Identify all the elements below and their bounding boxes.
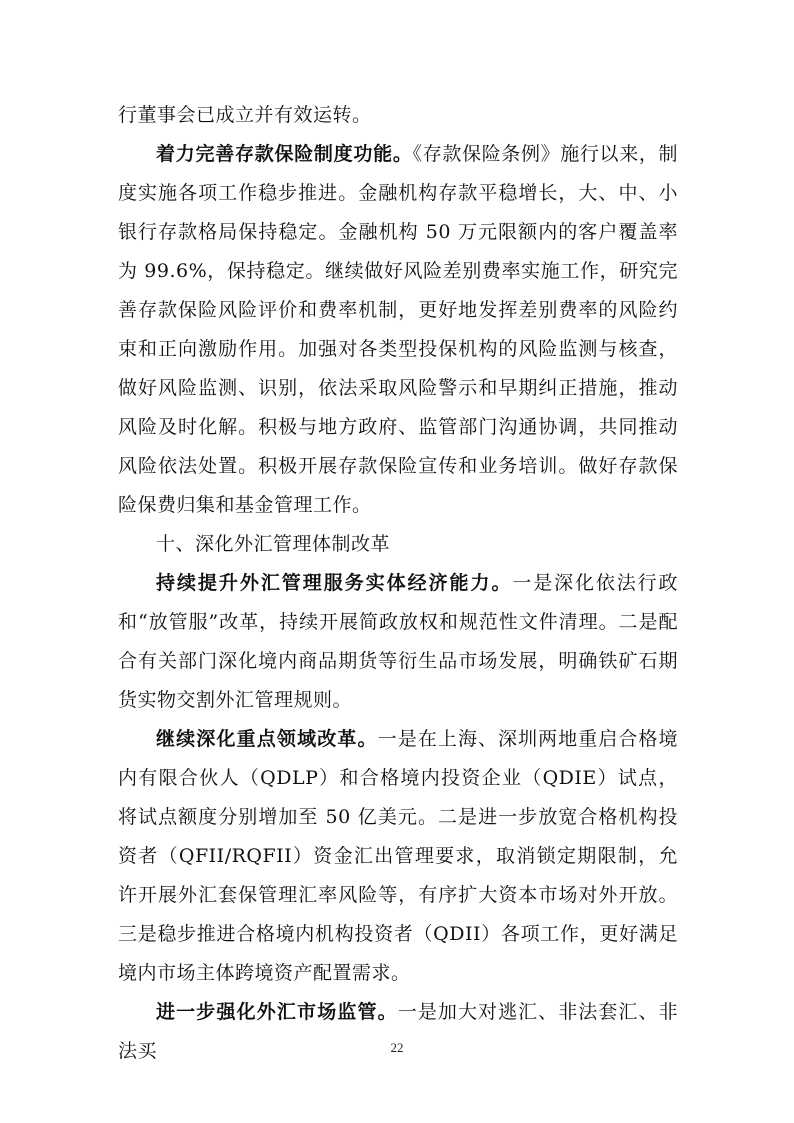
- paragraph-body: 行董事会已成立并有效运转。: [118, 104, 372, 126]
- section-heading: 十、深化外汇管理体制改革: [156, 533, 391, 555]
- paragraph-lead: 继续深化重点领域改革。: [156, 728, 378, 750]
- paragraph-body: 一是深化依法行政和“放管服”改革，持续开展简政放权和规范性文件清理。二是配合有关部门深化境内商品期货等衍生品市场发展，明确铁矿石期货实物交割外汇管理规则。: [118, 572, 678, 711]
- paragraph-body: 《存款保险条例》施行以来，制度实施各项工作稳步推进。金融机构存款平稳增长，大、中、小银行存款格局保持稳定。金融机构 50 万元限额内的客户覆盖率为 99.6%，保持稳定。继续做好风险差别费率实施工作，研究完善存款保险风险评价和费率机制，更好地发挥差别费率的风险约束和正向激励作用。加强对各类型投保机构的风险监测与核查，做好风险监测、识别，依法采取风险警示和早期纠正措施，推动风险及时化解。积极与地方政府、监管部门沟通协调，共同推动风险依法处置。积极开展存款保险宣传和业务培训。做好存款保险保费归集和基金管理工作。: [118, 143, 678, 516]
- paragraph-market-supervision: [118, 993, 678, 1071]
- paragraph-forex-service: [118, 564, 678, 720]
- paragraph-body: 一是在上海、深圳两地重启合格境内有限合伙人（QDLP）和合格境内投资企业（QDIE）试点，将试点额度分别增加至 50 亿美元。二是进一步放宽合格机构投资者（QFII/RQFII）资金汇出管理要求，取消锁定期限制，允许开展外汇套保管理汇率风险等，有序扩大资本市场对外开放。三是稳步推进合格境内机构投资者（QDII）各项工作，更好满足境内市场主体跨境资产配置需求。: [118, 728, 678, 984]
- paragraph-body: 一是加大对逃汇、非法套汇、非法买: [118, 1001, 678, 1062]
- paragraph-deposit-insurance: [118, 135, 678, 525]
- paragraph-key-reforms: [118, 720, 678, 993]
- paragraph-lead: 持续提升外汇管理服务实体经济能力。: [156, 572, 513, 594]
- paragraph-lead: 着力完善存款保险制度功能。: [156, 143, 413, 165]
- paragraph-continuation: [118, 96, 678, 135]
- paragraph-lead: 进一步强化外汇市场监管。: [156, 1001, 398, 1023]
- body-text: [118, 96, 678, 1071]
- page-number: 22: [390, 1040, 404, 1055]
